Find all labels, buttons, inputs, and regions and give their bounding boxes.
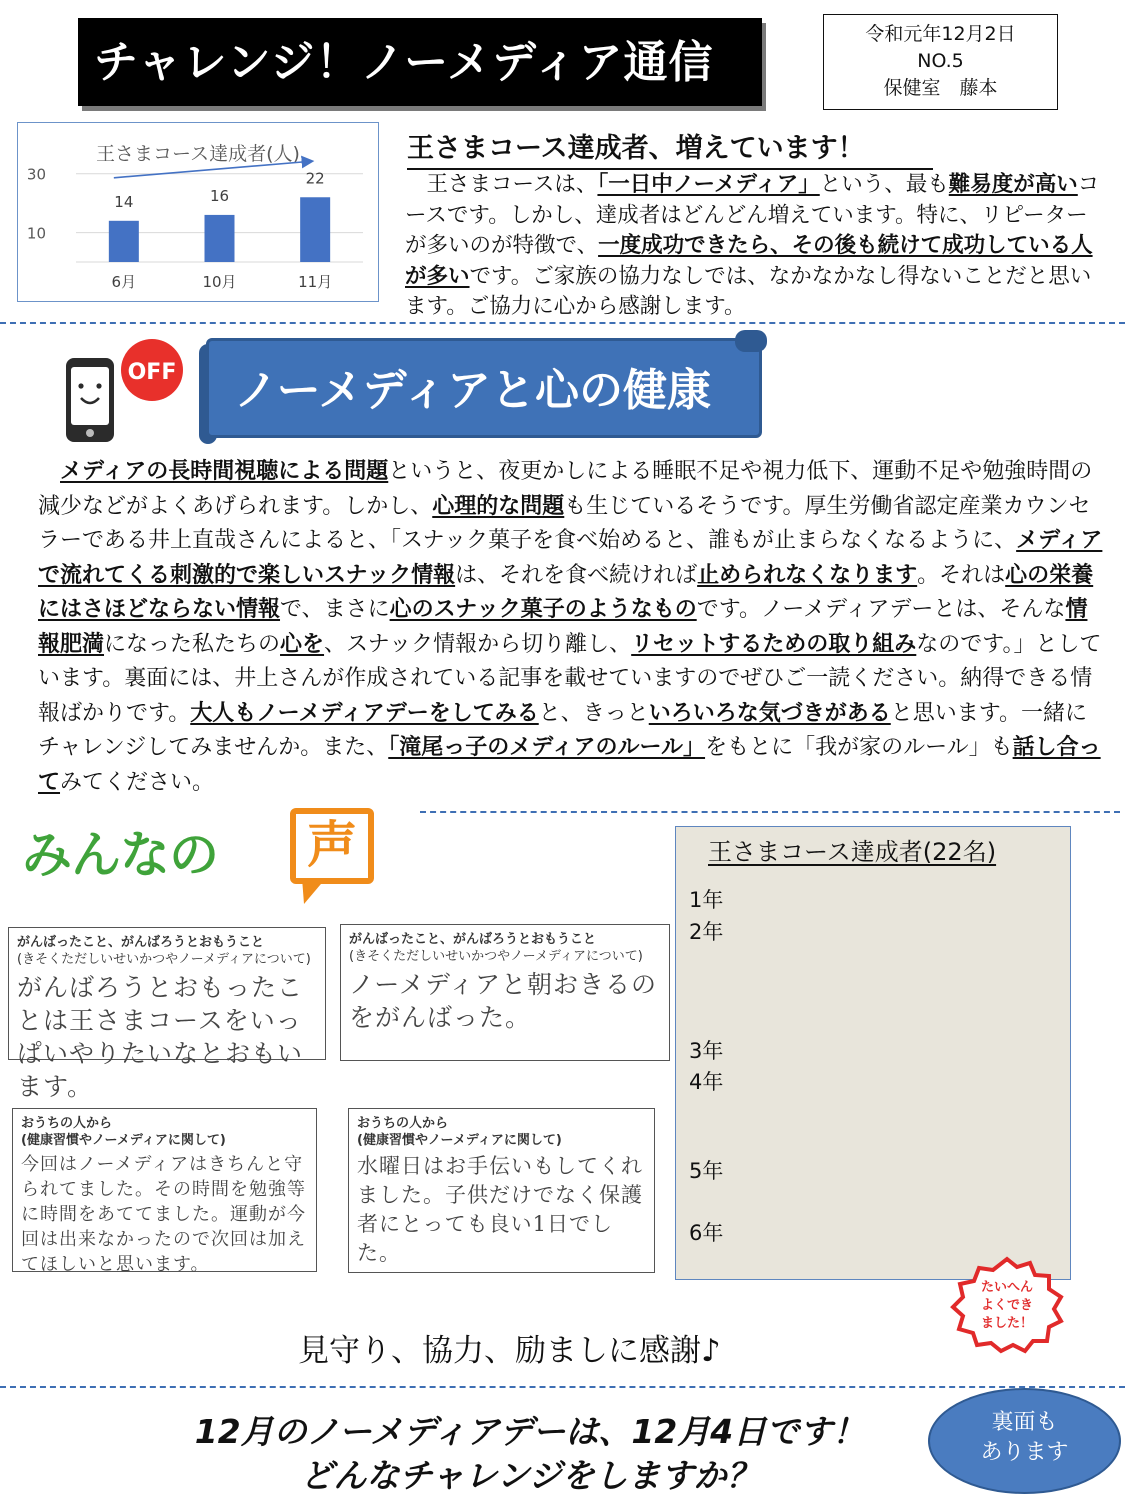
chart-category-label: 11月 — [298, 273, 333, 291]
grade-label: 2年 — [689, 920, 724, 944]
body-text: です。ご家族の協力なしでは、なかなかなし得ないことだと思います。ご協力に心から感謝します。 — [405, 263, 1092, 319]
chart-category-label: 10月 — [202, 273, 237, 291]
chart-category-label: 6月 — [111, 273, 137, 291]
card-heading: がんばったこと、がんばろうとおもうこと — [349, 932, 597, 947]
chart-bar — [109, 221, 139, 262]
article1-heading: 王さまコース達成者、増えています！ — [407, 130, 933, 170]
emphasis-text: 「一日中ノーメディア」 — [597, 172, 820, 197]
chart-y-tick-label: 10 — [26, 224, 46, 243]
emphasis-text: いろいろな気づきがある — [648, 700, 891, 726]
emphasis-text: 話し合って — [38, 735, 1101, 795]
body-text: は、それを食べ続ければ — [455, 562, 698, 588]
voices-title: みんなの — [22, 826, 218, 884]
emphasis-text: 一度成功できたら、その後も続けて成功している人が多い — [405, 233, 1093, 289]
card-subheading: (健康習慣やノーメディアに関して) — [357, 1133, 562, 1148]
emphasis-text: メディアの長時間視聴による問題 — [60, 459, 389, 484]
footer-line-2: どんなチャレンジをしますか？ — [300, 1456, 760, 1495]
card-subheading: (健康習慣やノーメディアに関して) — [21, 1133, 226, 1148]
card-heading: おうちの人から — [21, 1116, 113, 1131]
body-text: みてください。 — [60, 769, 215, 795]
section-banner-title: ノーメディアと心の健康 — [234, 365, 711, 416]
card-handwriting: ノーメディアと朝おきるのをがんばった。 — [349, 970, 658, 1032]
back-side-label — [928, 1408, 1121, 1468]
card-handwriting: がんばろうとおもったことは王さまコースをいっぱいやりたいなとおもいます。 — [17, 973, 304, 1101]
back-side-label-line1: 裏面も — [991, 1410, 1058, 1435]
card-handwriting: 水曜日はお手伝いもしてくれました。子供だけでなく保護者にとっても良い1日でした。 — [357, 1154, 643, 1265]
chart-title: 王さまコース達成者(人) — [96, 143, 300, 165]
emphasis-text: 心のスナック菓子のようなもの — [389, 597, 697, 622]
card-subheading: (きそくただしいせいかつやノーメディアについて) — [349, 949, 643, 964]
off-label: OFF — [127, 360, 177, 385]
emphasis-text: リセットするための取り組み — [631, 631, 917, 657]
body-text: で、まさに — [280, 597, 390, 622]
issue-number: NO.5 — [917, 50, 964, 72]
achievers-list-title: 王さまコース達成者(22名) — [708, 838, 997, 866]
phone-off-icon — [62, 338, 190, 448]
body-text: と思います。一緒にチャレンジしてみませんか。また、 — [38, 700, 1088, 760]
section-divider — [0, 322, 1125, 324]
chart-svg — [18, 123, 377, 300]
body-text: という、最も — [819, 172, 949, 197]
voice-card — [348, 1108, 655, 1273]
emphasis-text: 「滝尾っ子のメディアのルール」 — [388, 735, 706, 760]
body-text: です。ノーメディアデーとは、そんな — [696, 597, 1066, 622]
emphasis-text: 難易度が高い — [948, 172, 1078, 197]
section-divider — [0, 1386, 1125, 1388]
body-text: 。それは — [917, 562, 1006, 588]
body-text: になった私たちの — [104, 631, 281, 657]
section-divider — [420, 811, 1120, 813]
voice-card — [12, 1108, 317, 1275]
issue-date: 令和元年12月2日 — [865, 23, 1016, 45]
achievers-chart — [17, 122, 379, 302]
body-text: コースです。しかし、達成者はどんどん増えています。特に、リピーターが多いのが特徴で、 — [405, 172, 1100, 258]
emphasis-text: 心理的な問題 — [432, 493, 565, 519]
body-text: も生じているそうです。厚生労働省認定産業カウンセラーである井上直哉さんによると、「スナック菓子を食べ始めると、誰もが止まらなくなるように、 — [38, 493, 1091, 553]
body-text: 、スナック情報から切り離し、 — [324, 631, 632, 657]
emphasis-text: 止められなくなります — [697, 562, 918, 588]
body-text — [38, 459, 60, 484]
emphasis-text: 心の栄養にはさほどならない情報 — [38, 562, 1094, 622]
chart-bar — [205, 215, 235, 262]
emphasis-text: 情報肥満 — [38, 597, 1088, 657]
article1-body — [405, 170, 1105, 323]
grade-label: 6年 — [689, 1221, 724, 1245]
back-side-label-line2: あります — [980, 1440, 1069, 1465]
chart-y-tick-label: 30 — [26, 165, 46, 184]
body-text: なのです。」としています。裏面には、井上さんが作成されている記事を載せていますのでぜひご一読ください。納得できる情報ばかりです。 — [38, 631, 1102, 726]
grade-label: 5年 — [689, 1159, 724, 1183]
card-heading: がんばったこと、がんばろうとおもうこと — [17, 935, 265, 950]
chart-data-label: 14 — [114, 192, 134, 211]
body-text: というと、夜更かしによる睡眠不足や視力低下、運動不足や勉強時間の減少などがよくあげられます。しかし、 — [38, 459, 1093, 519]
grade-label: 4年 — [689, 1070, 724, 1094]
voices-koe: 声 — [307, 816, 357, 874]
svg-text:よくでき: よくでき — [980, 1298, 1034, 1313]
article2-body — [38, 455, 1108, 800]
footer-line-1: 12月のノーメディアデーは、12月4日です！ — [194, 1412, 866, 1451]
chart-data-label: 16 — [209, 186, 230, 205]
emphasis-text: 大人もノーメディアデーをしてみる — [190, 700, 539, 726]
grade-label: 3年 — [689, 1039, 724, 1063]
chart-data-label: 22 — [305, 169, 325, 188]
voice-card — [8, 927, 326, 1101]
body-text: 王さまコースは、 — [405, 172, 598, 197]
newsletter-title: チャレンジ！ノーメディア通信 — [94, 37, 714, 88]
card-heading: おうちの人から — [357, 1116, 449, 1131]
voice-card — [340, 924, 670, 1061]
grade-label: 1年 — [689, 888, 724, 912]
chart-bar — [300, 197, 330, 262]
svg-text:ました！: ました！ — [980, 1316, 1034, 1331]
banner-scroll-top — [735, 330, 767, 352]
body-text: と、きっと — [538, 700, 649, 726]
emphasis-text: 心を — [280, 631, 325, 657]
footer-message — [140, 1410, 920, 1498]
card-subheading: (きそくただしいせいかつやノーメディアについて) — [17, 952, 311, 967]
well-done-stamp-icon — [945, 1255, 1069, 1355]
achievers-list-box — [675, 826, 1071, 1280]
issue-info-box — [823, 14, 1058, 110]
body-text: をもとに「我が家のルール」も — [705, 735, 1013, 760]
issue-author: 保健室 藤本 — [883, 77, 998, 99]
card-handwriting: 今回はノーメディアはきちんと守られてました。その時間を勉強等に時間をあててました。運動が今回は出来なかったので次回は加えてほしいと思います。 — [21, 1154, 306, 1275]
emphasis-text: メディアで流れてくる刺激的で楽しいスナック情報 — [38, 528, 1103, 588]
thanks-message: 見守り、協力、励ましに感謝♪ — [298, 1333, 721, 1369]
svg-text:たいへん: たいへん — [980, 1280, 1034, 1295]
